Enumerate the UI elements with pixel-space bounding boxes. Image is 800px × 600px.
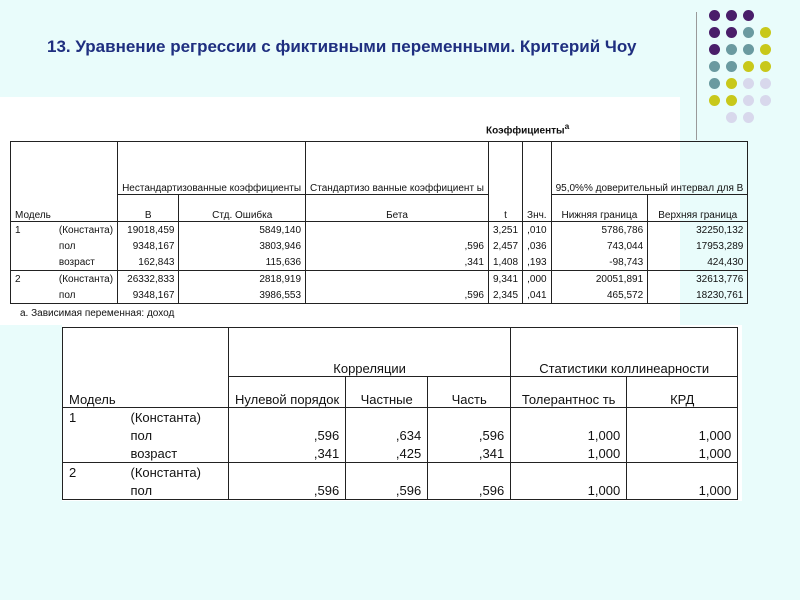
- row-variable: пол: [125, 481, 229, 500]
- cell-sig: ,000: [523, 271, 552, 288]
- header-tolerance: Толерантнос ть: [511, 377, 627, 408]
- cell-lower: 743,044: [551, 238, 648, 254]
- cell-se: 5849,140: [179, 222, 306, 239]
- decor-dot: [743, 112, 754, 123]
- cell-partial: ,634: [346, 426, 428, 444]
- decor-dot-grid: [709, 10, 781, 128]
- row-variable: возраст: [125, 444, 229, 463]
- decor-dot: [709, 61, 720, 72]
- header-std-error: Стд. Ошибка: [179, 195, 306, 222]
- row-variable: (Константа): [125, 408, 229, 427]
- row-variable: пол: [125, 426, 229, 444]
- header-collinearity: Статистики коллинеарности: [511, 328, 738, 377]
- row-model: 1: [11, 222, 55, 239]
- cell-tol: 1,000: [511, 481, 627, 500]
- table-row: [11, 271, 748, 288]
- cell-part: ,596: [428, 481, 511, 500]
- decor-dot: [726, 10, 737, 21]
- cell-zero: [229, 463, 346, 482]
- cell-zero: ,596: [229, 481, 346, 500]
- decor-dot: [726, 27, 737, 38]
- coefficients-caption: Коэффициенты$^a$: [486, 121, 570, 137]
- header-zero-order: Нулевой порядок: [229, 377, 346, 408]
- table-row: [11, 238, 748, 254]
- cell-vif: 1,000: [627, 426, 738, 444]
- cell-beta: ,596: [306, 287, 489, 304]
- cell-upper: 32250,132: [648, 222, 748, 239]
- cell-se: 2818,919: [179, 271, 306, 288]
- header-sig: Знч.: [523, 142, 552, 222]
- decor-dot: [760, 44, 771, 55]
- cell-t: 3,251: [489, 222, 523, 239]
- row-model: [63, 444, 125, 463]
- header-upper-bound: Верхняя граница: [648, 195, 748, 222]
- cell-zero: ,596: [229, 426, 346, 444]
- table-row: [63, 463, 738, 482]
- cell-se: 115,636: [179, 254, 306, 271]
- cell-vif: 1,000: [627, 481, 738, 500]
- cell-b: 26332,833: [118, 271, 179, 288]
- cell-b: 9348,167: [118, 287, 179, 304]
- cell-upper: 32613,776: [648, 271, 748, 288]
- decor-dot: [760, 95, 771, 106]
- header-t: t: [489, 142, 523, 222]
- decor-dot: [760, 61, 771, 72]
- row-variable: пол: [55, 238, 118, 254]
- table-row: [63, 408, 738, 427]
- cell-lower: 465,572: [551, 287, 648, 304]
- cell-tol: 1,000: [511, 444, 627, 463]
- decor-dot: [709, 95, 720, 106]
- cell-beta: [306, 271, 489, 288]
- decor-dot: [743, 44, 754, 55]
- cell-partial: [346, 408, 428, 427]
- cell-lower: 5786,786: [551, 222, 648, 239]
- table-row: [63, 481, 738, 500]
- cell-beta: ,596: [306, 238, 489, 254]
- row-model: [11, 254, 55, 271]
- header-part: Часть: [428, 377, 511, 408]
- cell-lower: 20051,891: [551, 271, 648, 288]
- row-model: 2: [63, 463, 125, 482]
- cell-b: 19018,459: [118, 222, 179, 239]
- header-beta: Бета: [306, 195, 489, 222]
- decor-dot: [709, 27, 720, 38]
- cell-t: 9,341: [489, 271, 523, 288]
- cell-sig: ,036: [523, 238, 552, 254]
- decor-dot: [709, 78, 720, 89]
- cell-tol: 1,000: [511, 426, 627, 444]
- cell-upper: 17953,289: [648, 238, 748, 254]
- decor-dot: [726, 78, 737, 89]
- cell-b: 9348,167: [118, 238, 179, 254]
- cell-tol: [511, 408, 627, 427]
- coefficients-table: [10, 141, 748, 304]
- cell-partial: ,596: [346, 481, 428, 500]
- cell-b: 162,843: [118, 254, 179, 271]
- cell-zero: ,341: [229, 444, 346, 463]
- row-variable: возраст: [55, 254, 118, 271]
- row-model: [63, 426, 125, 444]
- row-model: [11, 287, 55, 304]
- cell-se: 3986,553: [179, 287, 306, 304]
- header-model-2: Модель: [63, 328, 125, 408]
- cell-vif: [627, 463, 738, 482]
- row-model: 1: [63, 408, 125, 427]
- cell-part: [428, 408, 511, 427]
- decor-dot: [743, 27, 754, 38]
- decor-dot: [760, 78, 771, 89]
- header-b: B: [118, 195, 179, 222]
- table-row: [63, 426, 738, 444]
- row-variable: (Константа): [55, 271, 118, 288]
- decor-dot: [726, 112, 737, 123]
- header-name-blank-2: [125, 328, 229, 408]
- cell-zero: [229, 408, 346, 427]
- cell-t: 1,408: [489, 254, 523, 271]
- header-correlations: Корреляции: [229, 328, 511, 377]
- row-variable: (Константа): [125, 463, 229, 482]
- cell-partial: ,425: [346, 444, 428, 463]
- table-row: [11, 287, 748, 304]
- row-model: 2: [11, 271, 55, 288]
- decor-dot: [726, 61, 737, 72]
- cell-part: ,341: [428, 444, 511, 463]
- cell-part: [428, 463, 511, 482]
- cell-upper: 424,430: [648, 254, 748, 271]
- cell-part: ,596: [428, 426, 511, 444]
- cell-vif: 1,000: [627, 444, 738, 463]
- decor-dot: [743, 10, 754, 21]
- table-row: [11, 254, 748, 271]
- cell-upper: 18230,761: [648, 287, 748, 304]
- slide-title: 13. Уравнение регрессии с фиктивными переменными. Критерий Чоу: [47, 37, 637, 56]
- table-row: [11, 222, 748, 239]
- cell-t: 2,345: [489, 287, 523, 304]
- decor-dot: [709, 10, 720, 21]
- decor-dot: [726, 44, 737, 55]
- table-footnote: а. Зависимая переменная: доход: [20, 308, 175, 319]
- cell-lower: -98,743: [551, 254, 648, 271]
- cell-t: 2,457: [489, 238, 523, 254]
- decor-dot: [743, 95, 754, 106]
- cell-beta: [306, 222, 489, 239]
- cell-partial: [346, 463, 428, 482]
- correlations-panel: [62, 325, 742, 501]
- header-vif: КРД: [627, 377, 738, 408]
- row-variable: (Константа): [55, 222, 118, 239]
- decor-dot: [743, 61, 754, 72]
- cell-sig: ,193: [523, 254, 552, 271]
- cell-sig: ,041: [523, 287, 552, 304]
- header-standardized: Стандартизо ванные коэффициент ы: [306, 142, 489, 195]
- row-model: [63, 481, 125, 500]
- correlations-table: [62, 327, 738, 500]
- header-confidence-interval: 95,0%% доверительный интервал для B: [551, 142, 748, 195]
- row-variable: пол: [55, 287, 118, 304]
- cell-se: 3803,946: [179, 238, 306, 254]
- decor-dot: [726, 95, 737, 106]
- coefficients-panel: [0, 97, 744, 325]
- table-row: [63, 444, 738, 463]
- header-name-blank: [55, 142, 118, 222]
- decor-dot: [760, 27, 771, 38]
- cell-sig: ,010: [523, 222, 552, 239]
- decor-dot: [709, 44, 720, 55]
- cell-tol: [511, 463, 627, 482]
- decor-dot: [743, 78, 754, 89]
- header-unstandardized: Нестандартизованные коэффициенты: [118, 142, 306, 195]
- header-lower-bound: Нижняя граница: [551, 195, 648, 222]
- header-model: Модель: [11, 142, 55, 222]
- header-partial: Частные: [346, 377, 428, 408]
- row-model: [11, 238, 55, 254]
- decor-divider: [696, 12, 697, 140]
- cell-beta: ,341: [306, 254, 489, 271]
- cell-vif: [627, 408, 738, 427]
